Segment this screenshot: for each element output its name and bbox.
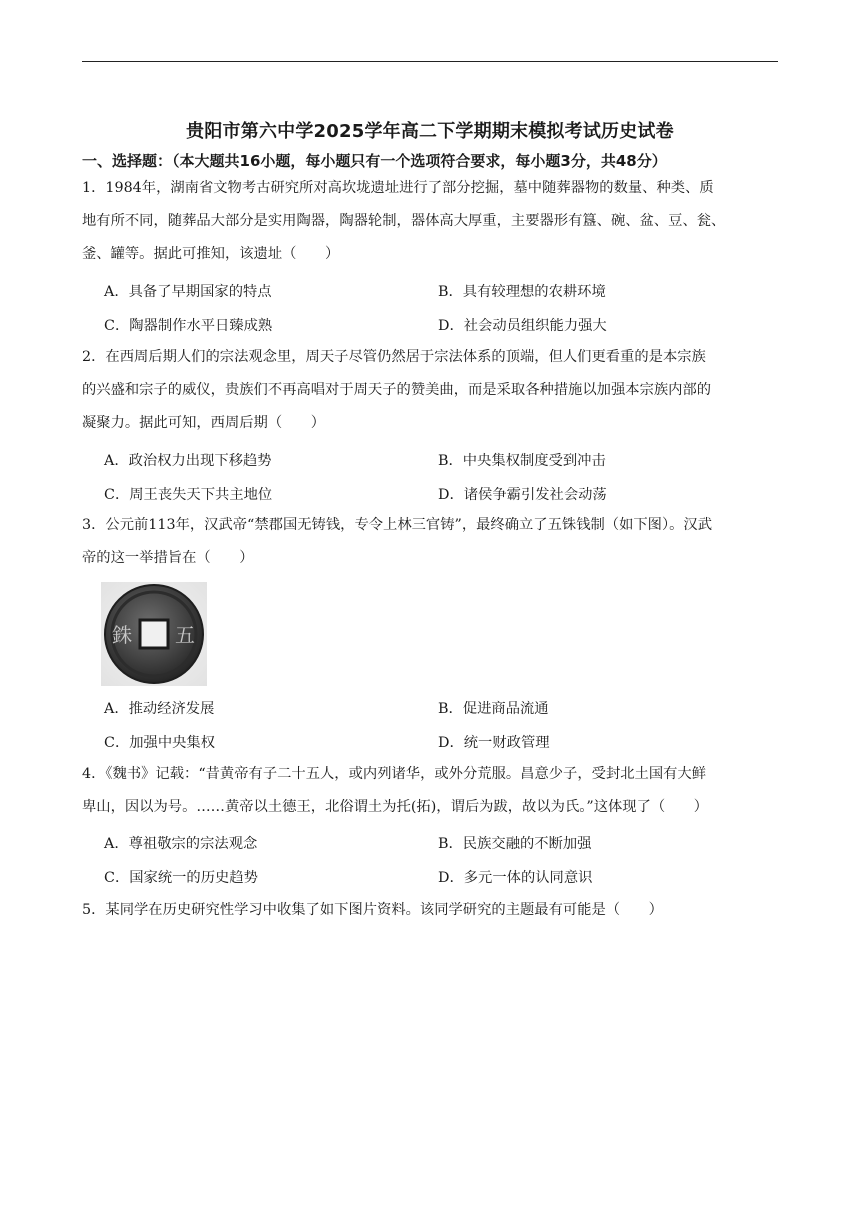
question-4-option-c[interactable]: C．国家统一的历史趋势 (104, 870, 258, 886)
question-4-option-d[interactable]: D．多元一体的认同意识 (438, 870, 593, 886)
header-rule (82, 61, 778, 62)
question-2-option-a[interactable]: A．政治权力出现下移趋势 (104, 453, 272, 469)
question-2-line-1: 2．在西周后期人们的宗法观念里，周天子尽管仍然居于宗法体系的顶端，但人们更看重的是本宗族 (82, 349, 706, 365)
question-3-stem (82, 509, 780, 575)
question-5-line-1: 5．某同学在历史研究性学习中收集了如下图片资料。该同学研究的主题最有可能是（ ） (82, 902, 663, 918)
coin-glyph-right: 五 (175, 623, 195, 647)
question-2-option-b[interactable]: B．中央集权制度受到冲击 (438, 453, 606, 469)
question-2-stem (82, 341, 780, 440)
question-1-option-a[interactable]: A．具备了早期国家的特点 (104, 284, 272, 300)
question-4-line-2: 卑山，因以为号。……黄帝以土德王，北俗谓土为托(拓)，谓后为跋，故以为氏。”这体现了（ ） (82, 799, 709, 815)
question-1-option-c[interactable]: C．陶器制作水平日臻成熟 (104, 318, 273, 334)
question-1-line-2: 地有所不同，随葬品大部分是实用陶器，陶器轮制，器体高大厚重，主要器形有簋、碗、盆、豆、瓮、 (82, 213, 726, 229)
question-1-line-1: 1．1984年，湖南省文物考古研究所对高坎垅遗址进行了部分挖掘，墓中随葬器物的数量、种类、质 (82, 180, 714, 196)
question-5-stem (82, 894, 780, 927)
question-1-line-3: 釜、罐等。据此可推知，该遗址（ ） (82, 246, 340, 262)
question-1-option-b[interactable]: B．具有较理想的农耕环境 (438, 284, 606, 300)
question-1-option-d[interactable]: D．社会动员组织能力强大 (438, 318, 607, 334)
question-3-option-c[interactable]: C．加强中央集权 (104, 735, 216, 751)
question-2-line-2: 的兴盛和宗子的威仪，贵族们不再高唱对于周天子的赞美曲，而是采取各种措施以加强本宗族内部的 (82, 382, 712, 398)
coin-glyph-left: 銖 (112, 623, 132, 647)
question-3-line-2: 帝的这一举措旨在（ ） (82, 550, 254, 566)
question-3-option-d[interactable]: D．统一财政管理 (438, 735, 550, 751)
question-3-option-b[interactable]: B．促进商品流通 (438, 701, 549, 717)
question-4-option-b[interactable]: B．民族交融的不断加强 (438, 836, 592, 852)
exam-title: 贵阳市第六中学2025学年高二下学期期末模拟考试历史试卷 (186, 121, 674, 142)
question-3-option-a[interactable]: A．推动经济发展 (104, 701, 215, 717)
wuzhu-coin-image (101, 582, 207, 686)
question-3-line-1: 3．公元前113年，汉武帝“禁郡国无铸钱，专令上林三官铸”，最终确立了五铢钱制（如下图）。汉武 (82, 517, 713, 533)
section-heading: 一、选择题：（本大题共16小题，每小题只有一个选项符合要求，每小题3分，共48分） (82, 152, 667, 170)
question-2-option-c[interactable]: C．周王丧失天下共主地位 (104, 487, 273, 503)
question-4-option-a[interactable]: A．尊祖敬宗的宗法观念 (104, 836, 258, 852)
question-2-line-3: 凝聚力。据此可知，西周后期（ ） (82, 415, 326, 431)
question-4-line-1: 4．《魏书》记载：“昔黄帝有子二十五人，或内列诸华，或外分荒服。昌意少子，受封北土国有大鲜 (82, 766, 707, 782)
question-4-stem (82, 758, 780, 824)
question-2-option-d[interactable]: D．诸侯争霸引发社会动荡 (438, 487, 607, 503)
question-1-stem (82, 172, 780, 271)
